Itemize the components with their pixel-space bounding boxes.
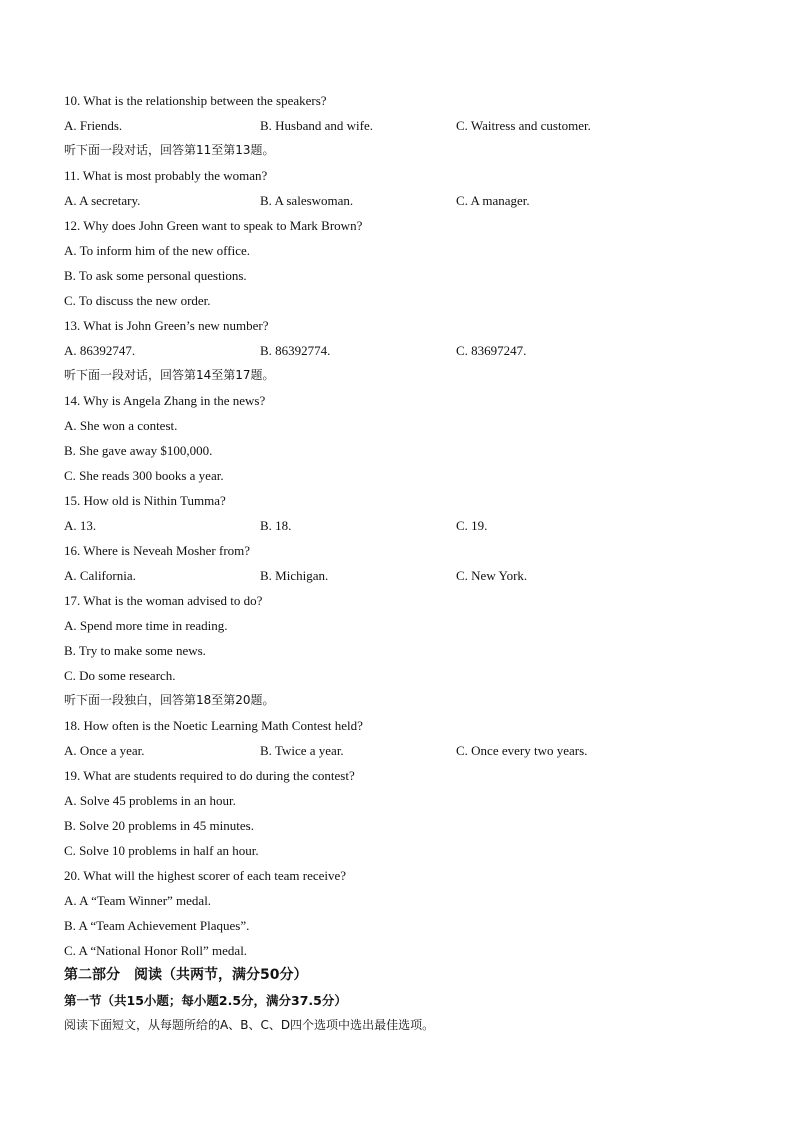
question-10-options: [64, 113, 744, 138]
option-c: C. To discuss the new order.: [64, 293, 211, 308]
option-c: C. New York.: [456, 568, 528, 583]
option-b: B. To ask some personal questions.: [64, 268, 247, 283]
question-18: 18. How often is the Noetic Learning Math Contest held?: [64, 718, 363, 733]
option-a: A. To inform him of the new office.: [64, 243, 250, 258]
question-17: 17. What is the woman advised to do?: [64, 593, 263, 608]
option-b: B. Twice a year.: [260, 743, 344, 758]
question-13: 13. What is John Green’s new number?: [64, 318, 269, 333]
option-c: C. Once every two years.: [456, 743, 588, 758]
question-15-options: [64, 513, 744, 538]
option-a: A. Once a year.: [64, 743, 145, 758]
option-c: C. A “National Honor Roll” medal.: [64, 943, 248, 958]
section-1-title: 第一节（共15小题；每小题2.5分，满分37.5分）: [64, 993, 347, 1008]
option-b: B. A saleswoman.: [260, 193, 354, 208]
question-10: 10. What is the relationship between the speakers?: [64, 93, 327, 108]
option-c: C. Waitress and customer.: [456, 118, 591, 133]
question-11: 11. What is most probably the woman?: [64, 168, 268, 183]
option-a: A. A “Team Winner” medal.: [64, 893, 212, 908]
instruction-11-13: 听下面一段对话，回答第11至第13题。: [64, 143, 275, 157]
option-a: A. Friends.: [64, 118, 123, 133]
option-c: C. Do some research.: [64, 668, 176, 683]
option-a: A. 86392747.: [64, 343, 136, 358]
question-14: 14. Why is Angela Zhang in the news?: [64, 393, 266, 408]
option-c: C. A manager.: [456, 193, 530, 208]
option-a: A. 13.: [64, 518, 97, 533]
question-20: 20. What will the highest scorer of each team receive?: [64, 868, 347, 883]
question-18-options: [64, 738, 744, 763]
option-a: A. California.: [64, 568, 136, 583]
question-12: 12. Why does John Green want to speak to Mark Brown?: [64, 218, 363, 233]
question-list: [64, 88, 744, 1038]
option-b: B. A “Team Achievement Plaques”.: [64, 918, 250, 933]
option-c: C. 83697247.: [456, 343, 527, 358]
option-c: C. She reads 300 books a year.: [64, 468, 224, 483]
option-b: B. Husband and wife.: [260, 118, 374, 133]
question-13-options: [64, 338, 744, 363]
question-11-options: [64, 188, 744, 213]
option-a: A. She won a contest.: [64, 418, 178, 433]
question-19: 19. What are students required to do during the contest?: [64, 768, 355, 783]
option-b: B. Michigan.: [260, 568, 329, 583]
question-16: 16. Where is Neveah Mosher from?: [64, 543, 251, 558]
question-15: 15. How old is Nithin Tumma?: [64, 493, 226, 508]
option-b: B. 86392774.: [260, 343, 331, 358]
part-2-title: 第二部分 阅读（共两节，满分50分）: [64, 967, 308, 983]
section-1-instruction: 阅读下面短文，从每题所给的A、B、C、D四个选项中选出最佳选项。: [64, 1018, 435, 1032]
option-a: A. Spend more time in reading.: [64, 618, 228, 633]
option-b: B. She gave away $100,000.: [64, 443, 213, 458]
option-b: B. 18.: [260, 518, 292, 533]
option-a: A. Solve 45 problems in an hour.: [64, 793, 236, 808]
option-a: A. A secretary.: [64, 193, 141, 208]
question-16-options: [64, 563, 744, 588]
option-b: B. Try to make some news.: [64, 643, 206, 658]
option-b: B. Solve 20 problems in 45 minutes.: [64, 818, 254, 833]
instruction-18-20: 听下面一段独白，回答第18至第20题。: [64, 693, 275, 707]
option-c: C. Solve 10 problems in half an hour.: [64, 843, 259, 858]
option-c: C. 19.: [456, 518, 488, 533]
instruction-14-17: 听下面一段对话，回答第14至第17题。: [64, 368, 275, 382]
